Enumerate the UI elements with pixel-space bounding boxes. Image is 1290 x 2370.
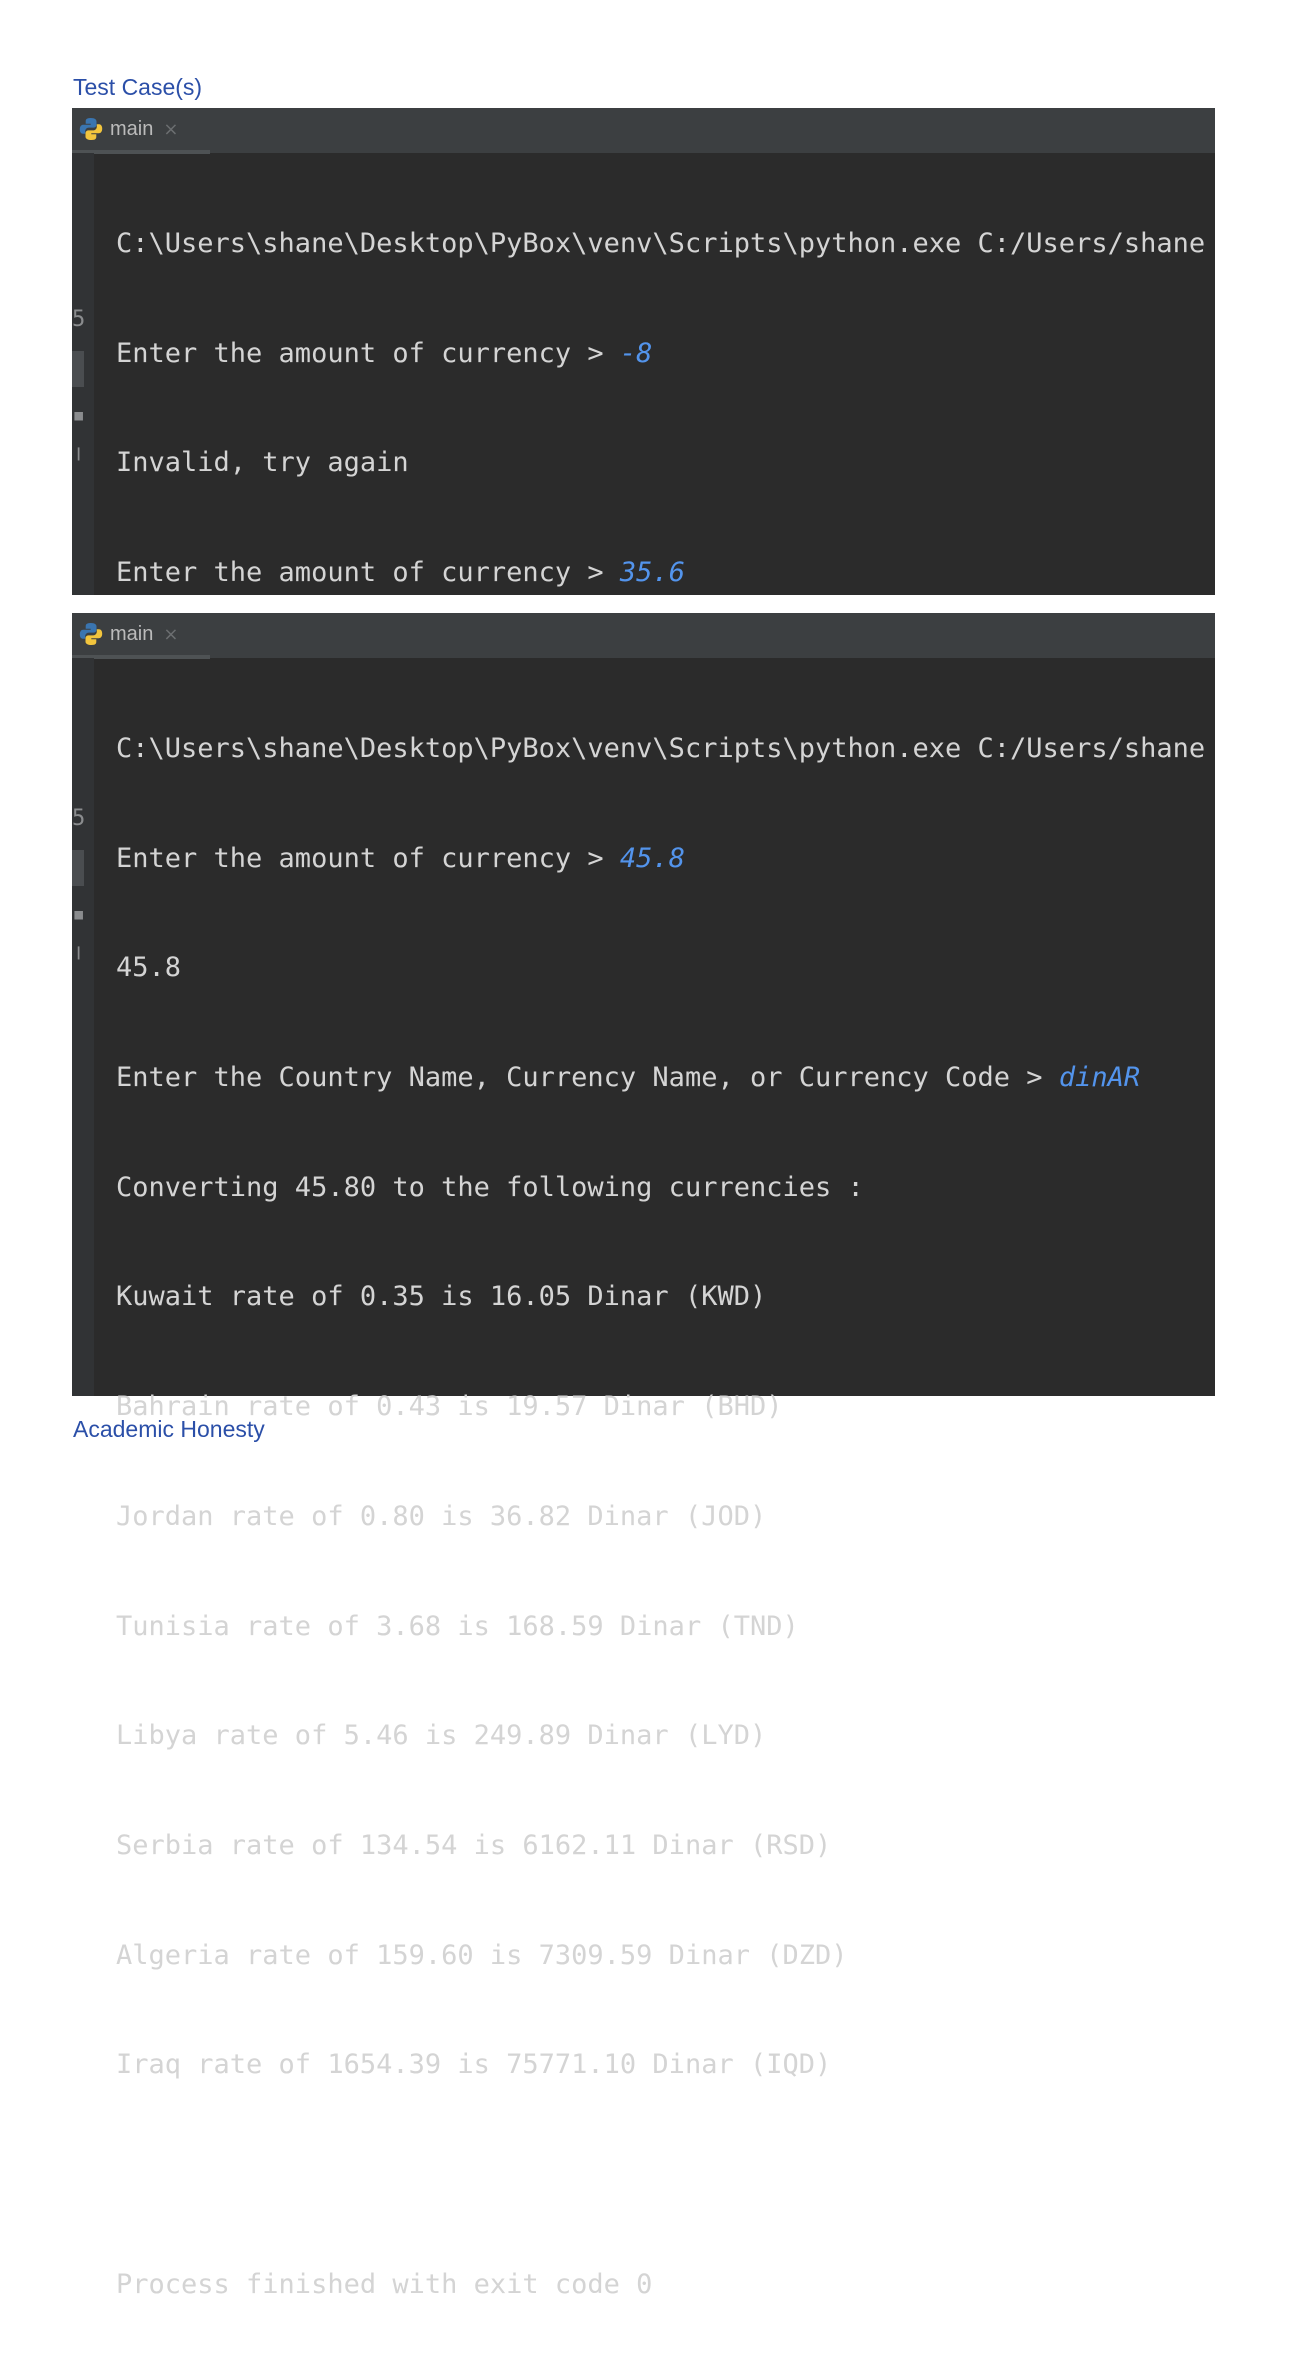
gutter-icon[interactable] xyxy=(72,351,84,387)
run-tab-bar xyxy=(72,613,1215,658)
console-line: Converting 45.80 to the following currencies : xyxy=(116,1171,864,1203)
console-line: Enter the amount of currency > 35.6 xyxy=(116,557,685,589)
academic-honesty-heading: Academic Honesty xyxy=(73,1416,265,1442)
console-line: C:\Users\shane\Desktop\PyBox\venv\Scripts\python.exe C:/Users/shane xyxy=(116,733,1206,764)
console-line: Iraq rate of 1654.39 is 75771.10 Dinar (IQD) xyxy=(116,2049,832,2081)
gutter-icon: 5 xyxy=(72,307,86,332)
gutter-icon: 5 xyxy=(72,806,86,831)
close-icon[interactable]: × xyxy=(163,118,179,140)
console-line: Kuwait rate of 0.35 is 16.05 Dinar (KWD) xyxy=(116,1281,767,1313)
console-line: Enter the Country Name, Currency Name, or Currency Code > dinAR xyxy=(116,1062,1141,1094)
python-icon xyxy=(78,621,104,647)
console-line: Bahrain rate of 0.43 is 19.57 Dinar (BHD) xyxy=(116,1391,783,1423)
gutter-icon: ▪ xyxy=(72,403,86,428)
gutter-icon[interactable] xyxy=(72,850,84,886)
gutter-icon: ▪ xyxy=(72,902,86,927)
console-line xyxy=(116,2151,1215,2199)
console-line: C:\Users\shane\Desktop\PyBox\venv\Scripts\python.exe C:/Users/shane xyxy=(116,228,1206,259)
run-console-panel-1 xyxy=(72,108,1215,595)
console-gutter xyxy=(72,153,94,595)
run-tab-label: main xyxy=(110,117,154,140)
close-icon[interactable]: × xyxy=(163,623,179,645)
test-cases-heading: Test Case(s) xyxy=(73,74,203,100)
console-line: Jordan rate of 0.80 is 36.82 Dinar (JOD) xyxy=(116,1500,767,1532)
console-output xyxy=(116,663,1215,2370)
python-icon xyxy=(78,116,104,142)
run-tab-label: main xyxy=(110,622,154,645)
console-line: Serbia rate of 134.54 is 6162.11 Dinar (RSD) xyxy=(116,1829,832,1861)
console-gutter xyxy=(72,658,94,1396)
run-tab-bar xyxy=(72,108,1215,153)
console-line: Algeria rate of 159.60 is 7309.59 Dinar (DZD) xyxy=(116,1939,848,1971)
console-line: Tunisia rate of 3.68 is 168.59 Dinar (TND) xyxy=(116,1610,799,1642)
console-line: Process finished with exit code 0 xyxy=(116,2268,653,2300)
console-line: Invalid, try again xyxy=(116,447,409,479)
gutter-icon: ╵ xyxy=(72,449,86,474)
console-line: Libya rate of 5.46 is 249.89 Dinar (LYD) xyxy=(116,1720,767,1752)
run-tab-main[interactable] xyxy=(72,108,210,154)
console-line: 45.8 xyxy=(116,952,182,984)
console-line: Enter the amount of currency > 45.8 xyxy=(116,842,685,874)
gutter-icon: ╵ xyxy=(72,948,86,973)
console-line: Enter the amount of currency > -8 xyxy=(116,337,653,369)
run-tab-main[interactable] xyxy=(72,613,210,659)
